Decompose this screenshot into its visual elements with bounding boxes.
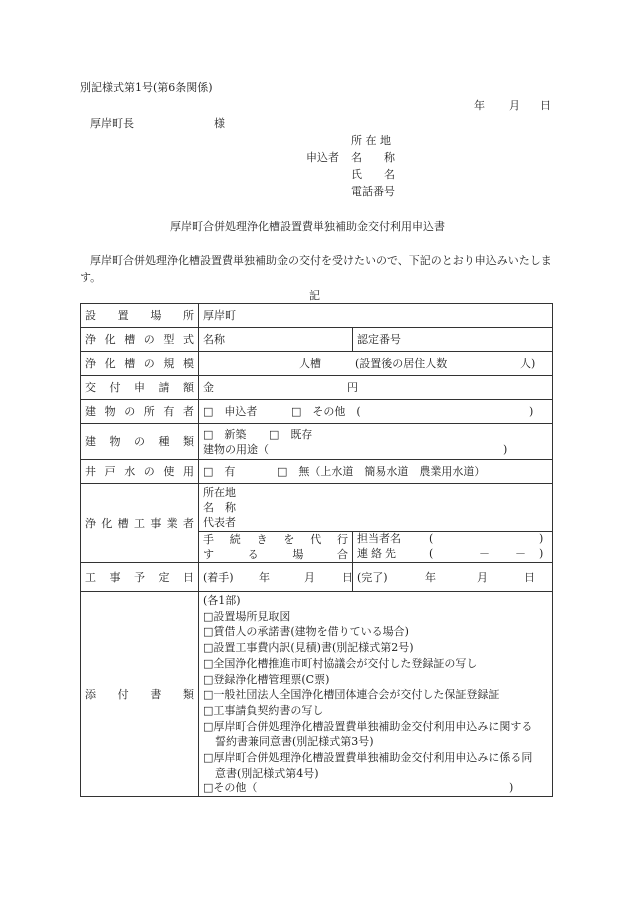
owner-option-other[interactable]: □ その他 ( (291, 405, 361, 418)
date-year: 年 (474, 99, 485, 112)
contractor-address-label: 所在地 (203, 486, 236, 499)
building-type-field (199, 424, 553, 460)
start-month: 月 (304, 570, 315, 584)
start-day: 日 (342, 570, 353, 584)
amount-field[interactable] (199, 376, 553, 400)
proxy-contact-field[interactable] (353, 532, 553, 563)
intro-line-1: 厚岸町合併処理浄化槽設置費単独補助金の交付を受けたいので、下記のとおり申込みいたしま (90, 254, 552, 267)
end-day: 日 (524, 570, 535, 584)
row-attachments (81, 592, 553, 797)
attachment-item[interactable]: □工事請負契約書の写し (203, 703, 324, 717)
well-option-yes[interactable]: □ 有 (203, 465, 236, 478)
contact-dash-2: － (515, 547, 526, 560)
attachment-item: (各1部) (203, 594, 241, 607)
well-field (199, 460, 553, 484)
person-close: ) (539, 532, 544, 545)
document-title: 厚岸町合併処理浄化槽設置費単独補助金交付利用申込書 (170, 220, 445, 233)
row-amount (81, 376, 553, 400)
contact-dash-1: － (479, 547, 490, 560)
attachment-item[interactable]: □一般社団法人全国浄化槽団体連合会が交付した保証登録証 (203, 688, 500, 702)
end-label: (完了) (357, 570, 388, 584)
applicant-name2-label: 氏 名 (351, 168, 395, 181)
ki-heading: 記 (309, 289, 320, 302)
well-option-no[interactable]: □ 無（上水道 簡易水道 農業用水道） (277, 465, 486, 478)
addressee-town: 厚岸町長 (90, 117, 134, 130)
attachment-other[interactable]: □その他（ (203, 781, 258, 795)
row-scale (81, 352, 553, 376)
attachments-field (199, 592, 553, 797)
attachment-item[interactable]: □設置場所見取図 (203, 609, 291, 623)
addressee-sama: 様 (214, 117, 225, 130)
row-well (81, 460, 553, 484)
applicant-phone-label: 電話番号 (351, 185, 395, 198)
scale-unit: 人槽 (299, 357, 321, 370)
attachment-item[interactable]: □全国浄化槽推進市町村協議会が交付した登録証の写し (203, 656, 478, 670)
attachment-item[interactable]: □登録浄化槽管理票(C票) (203, 672, 330, 686)
owner-label: 建物の所有者 (81, 400, 199, 424)
date-month: 月 (509, 99, 520, 112)
attachment-item[interactable]: □設置工事費内訳(見積)書(別記様式第2号) (203, 641, 414, 655)
attachments-label: 添付書類 (81, 592, 199, 797)
scale-residents: (設置後の居住人数 (355, 357, 448, 370)
contact-label: 連絡先 (357, 547, 399, 560)
amount-prefix: 金 (203, 381, 214, 394)
row-model (81, 328, 553, 352)
owner-option-applicant[interactable]: □ 申込者 (203, 405, 258, 418)
model-name-field[interactable]: 名称 (199, 328, 353, 352)
end-year: 年 (425, 570, 436, 584)
contractor-name-label: 名 称 (203, 501, 236, 514)
amount-unit: 円 (347, 381, 358, 394)
owner-field (199, 400, 553, 424)
proxy-label-cell (199, 532, 353, 563)
contractor-rep-label: 代表者 (203, 516, 236, 529)
schedule-start-field[interactable] (199, 563, 353, 592)
applicant-name1-label: 名 称 (351, 151, 395, 164)
model-cert-field[interactable]: 認定番号 (353, 328, 553, 352)
row-owner (81, 400, 553, 424)
contractor-info-field[interactable] (199, 484, 553, 532)
start-year: 年 (259, 570, 270, 584)
schedule-end-field[interactable] (353, 563, 553, 592)
scale-label: 浄化槽の規模 (81, 352, 199, 376)
location-label: 設置場所 (81, 304, 199, 328)
intro-line-2: す。 (80, 271, 102, 284)
row-contractor (81, 484, 553, 532)
row-building-type (81, 424, 553, 460)
person-label: 担当者名 (357, 532, 401, 545)
attachment-other-close: ) (509, 781, 514, 795)
person-open: ( (429, 532, 434, 545)
application-table (80, 303, 553, 797)
schedule-label: 工事予定日 (81, 563, 199, 592)
start-label: (着手) (203, 570, 234, 584)
amount-label: 交付申請額 (81, 376, 199, 400)
applicant-title: 申込者 (306, 151, 339, 164)
building-type-label: 建物の種類 (81, 424, 199, 460)
well-label: 井戸水の使用 (81, 460, 199, 484)
attachment-item[interactable]: □厚岸町合併処理浄化槽設置費単独補助金交付利用申込みに関する (203, 719, 533, 733)
proxy-line-2: する場合 (203, 548, 348, 561)
scale-residents-unit: 人) (520, 357, 536, 370)
contact-close: ) (539, 547, 544, 560)
model-label: 浄化槽の型式 (81, 328, 199, 352)
row-location (81, 304, 553, 328)
row-schedule (81, 563, 553, 592)
type-option-new[interactable]: □ 新築 (203, 427, 247, 441)
location-value[interactable]: 厚岸町 (199, 304, 553, 328)
attachment-item[interactable]: □厚岸町合併処理浄化槽設置費単独補助金交付利用申込みに係る同 (203, 751, 533, 765)
end-month: 月 (477, 570, 488, 584)
contractor-label: 浄化槽工事業者 (81, 484, 199, 563)
owner-close: ) (529, 405, 534, 418)
attachment-item-continued: 意書(別記様式第4号) (215, 766, 319, 780)
contact-open: ( (429, 547, 434, 560)
type-option-existing[interactable]: □ 既存 (269, 427, 313, 441)
attachment-item[interactable]: □賃借人の承諾書(建物を借りている場合) (203, 625, 409, 639)
proxy-line-1: 手続きを代行 (203, 533, 348, 546)
form-number: 別記様式第1号(第6条関係) (80, 81, 213, 94)
type-use-close: ) (503, 442, 508, 456)
date-day: 日 (540, 99, 551, 112)
type-use[interactable]: 建物の用途（ (203, 442, 269, 456)
attachment-item-continued: 誓約書兼同意書(別記様式第3号) (215, 735, 374, 749)
scale-field[interactable] (199, 352, 553, 376)
applicant-address-label: 所 在 地 (351, 134, 391, 147)
